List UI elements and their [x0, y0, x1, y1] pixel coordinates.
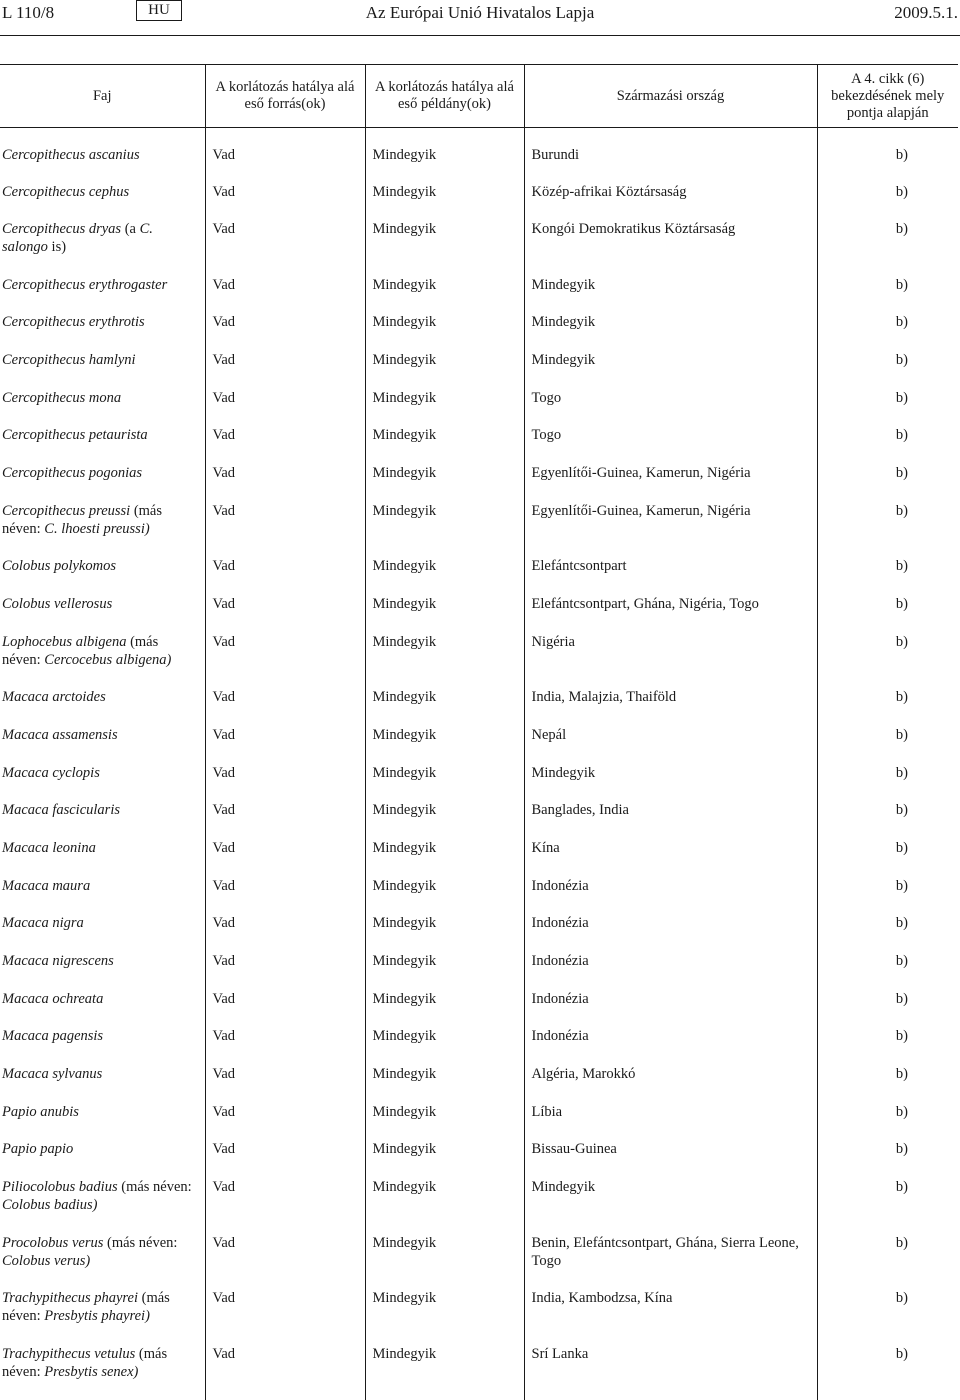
table-row	[0, 276, 958, 314]
country-of-origin: Mindegyik	[524, 1178, 817, 1234]
source-value: Vad	[205, 990, 365, 1028]
source-value: Vad	[205, 313, 365, 351]
column-header-species: Faj	[0, 65, 205, 128]
country-of-origin: Nigéria	[524, 633, 817, 689]
specimens-value: Mindegyik	[365, 877, 524, 915]
table-row	[0, 220, 958, 276]
table-row	[0, 1027, 958, 1065]
paragraph-reference: b)	[817, 557, 958, 595]
paragraph-reference: b)	[817, 276, 958, 314]
paragraph-reference: b)	[817, 990, 958, 1028]
country-of-origin: Burundi	[524, 128, 817, 183]
source-value: Vad	[205, 1289, 365, 1345]
species-name: Cercopithecus preussi (más néven: C. lhoesti preussi)	[0, 502, 205, 558]
source-value: Vad	[205, 389, 365, 427]
column-header-specimens: A korlátozás hatálya alá eső példány(ok)	[365, 65, 524, 128]
country-of-origin: Mindegyik	[524, 351, 817, 389]
species-name: Piliocolobus badius (más néven: Colobus badius)	[0, 1178, 205, 1234]
country-of-origin: Indonézia	[524, 952, 817, 990]
paragraph-reference: b)	[817, 1178, 958, 1234]
table-row	[0, 426, 958, 464]
paragraph-reference: b)	[817, 220, 958, 276]
species-name: Cercopithecus erythrotis	[0, 313, 205, 351]
paragraph-reference: b)	[817, 1140, 958, 1178]
paragraph-reference: b)	[817, 389, 958, 427]
species-name: Papio papio	[0, 1140, 205, 1178]
table-row	[0, 1178, 958, 1234]
country-of-origin: Srí Lanka	[524, 1345, 817, 1400]
table-row	[0, 764, 958, 802]
specimens-value: Mindegyik	[365, 557, 524, 595]
paragraph-reference: b)	[817, 464, 958, 502]
paragraph-reference: b)	[817, 726, 958, 764]
specimens-value: Mindegyik	[365, 1234, 524, 1290]
paragraph-reference: b)	[817, 426, 958, 464]
paragraph-reference: b)	[817, 351, 958, 389]
species-name: Colobus vellerosus	[0, 595, 205, 633]
table-row	[0, 726, 958, 764]
source-value: Vad	[205, 801, 365, 839]
table-row	[0, 1234, 958, 1290]
table-row	[0, 688, 958, 726]
specimens-value: Mindegyik	[365, 351, 524, 389]
species-name: Cercopithecus mona	[0, 389, 205, 427]
table-row	[0, 557, 958, 595]
country-of-origin: India, Kambodzsa, Kína	[524, 1289, 817, 1345]
species-name: Macaca sylvanus	[0, 1065, 205, 1103]
source-value: Vad	[205, 1345, 365, 1400]
country-of-origin: Elefántcsontpart, Ghána, Nigéria, Togo	[524, 595, 817, 633]
country-of-origin: Egyenlítői-Guinea, Kamerun, Nigéria	[524, 464, 817, 502]
species-name: Macaca maura	[0, 877, 205, 915]
paragraph-reference: b)	[817, 764, 958, 802]
table-row	[0, 313, 958, 351]
source-value: Vad	[205, 557, 365, 595]
paragraph-reference: b)	[817, 1065, 958, 1103]
specimens-value: Mindegyik	[365, 220, 524, 276]
source-value: Vad	[205, 877, 365, 915]
specimens-value: Mindegyik	[365, 990, 524, 1028]
country-of-origin: Nepál	[524, 726, 817, 764]
species-name: Macaca assamensis	[0, 726, 205, 764]
specimens-value: Mindegyik	[365, 276, 524, 314]
country-of-origin: Banglades, India	[524, 801, 817, 839]
table-row	[0, 952, 958, 990]
country-of-origin: Togo	[524, 389, 817, 427]
species-name: Cercopithecus erythrogaster	[0, 276, 205, 314]
paragraph-reference: b)	[817, 801, 958, 839]
country-of-origin: Egyenlítői-Guinea, Kamerun, Nigéria	[524, 502, 817, 558]
source-value: Vad	[205, 464, 365, 502]
table-row	[0, 1065, 958, 1103]
paragraph-reference: b)	[817, 1103, 958, 1141]
species-name: Macaca cyclopis	[0, 764, 205, 802]
specimens-value: Mindegyik	[365, 1065, 524, 1103]
source-value: Vad	[205, 633, 365, 689]
table-row	[0, 839, 958, 877]
country-of-origin: Indonézia	[524, 1027, 817, 1065]
species-name: Cercopithecus dryas (a C. salongo is)	[0, 220, 205, 276]
paragraph-reference: b)	[817, 633, 958, 689]
source-value: Vad	[205, 764, 365, 802]
source-value: Vad	[205, 128, 365, 183]
table-header	[0, 65, 958, 128]
species-name: Macaca nigra	[0, 914, 205, 952]
source-value: Vad	[205, 914, 365, 952]
specimens-value: Mindegyik	[365, 128, 524, 183]
publication-date: 2009.5.1.	[894, 3, 958, 23]
species-name: Cercopithecus ascanius	[0, 128, 205, 183]
species-name: Cercopithecus cephus	[0, 183, 205, 221]
page-header	[0, 0, 960, 36]
specimens-value: Mindegyik	[365, 1178, 524, 1234]
country-of-origin: Algéria, Marokkó	[524, 1065, 817, 1103]
source-value: Vad	[205, 1140, 365, 1178]
paragraph-reference: b)	[817, 128, 958, 183]
table-row	[0, 1345, 958, 1400]
country-of-origin: Benin, Elefántcsontpart, Ghána, Sierra Leone, Togo	[524, 1234, 817, 1290]
species-name: Macaca ochreata	[0, 990, 205, 1028]
paragraph-reference: b)	[817, 1027, 958, 1065]
country-of-origin: Togo	[524, 426, 817, 464]
specimens-value: Mindegyik	[365, 1103, 524, 1141]
journal-title: Az Európai Unió Hivatalos Lapja	[0, 3, 960, 23]
country-of-origin: Elefántcsontpart	[524, 557, 817, 595]
specimens-value: Mindegyik	[365, 1345, 524, 1400]
species-name: Macaca fascicularis	[0, 801, 205, 839]
species-name: Trachypithecus phayrei (más néven: Presbytis phayrei)	[0, 1289, 205, 1345]
source-value: Vad	[205, 1065, 365, 1103]
source-value: Vad	[205, 220, 365, 276]
specimens-value: Mindegyik	[365, 595, 524, 633]
source-value: Vad	[205, 1234, 365, 1290]
specimens-value: Mindegyik	[365, 426, 524, 464]
paragraph-reference: b)	[817, 914, 958, 952]
paragraph-reference: b)	[817, 183, 958, 221]
country-of-origin: Közép-afrikai Köztársaság	[524, 183, 817, 221]
specimens-value: Mindegyik	[365, 389, 524, 427]
page-reference: L 110/8	[2, 3, 54, 23]
table-row	[0, 464, 958, 502]
specimens-value: Mindegyik	[365, 914, 524, 952]
species-name: Macaca pagensis	[0, 1027, 205, 1065]
source-value: Vad	[205, 276, 365, 314]
source-value: Vad	[205, 595, 365, 633]
source-value: Vad	[205, 688, 365, 726]
source-value: Vad	[205, 1103, 365, 1141]
specimens-value: Mindegyik	[365, 1027, 524, 1065]
paragraph-reference: b)	[817, 1345, 958, 1400]
paragraph-reference: b)	[817, 502, 958, 558]
table-row	[0, 877, 958, 915]
specimens-value: Mindegyik	[365, 764, 524, 802]
country-of-origin: Líbia	[524, 1103, 817, 1141]
source-value: Vad	[205, 351, 365, 389]
species-table	[0, 64, 958, 1400]
species-name: Macaca leonina	[0, 839, 205, 877]
header-rule	[0, 35, 960, 36]
table-row	[0, 351, 958, 389]
paragraph-reference: b)	[817, 1289, 958, 1345]
species-name: Macaca arctoides	[0, 688, 205, 726]
source-value: Vad	[205, 502, 365, 558]
specimens-value: Mindegyik	[365, 726, 524, 764]
paragraph-reference: b)	[817, 313, 958, 351]
species-name: Macaca nigrescens	[0, 952, 205, 990]
table-row	[0, 1289, 958, 1345]
source-value: Vad	[205, 726, 365, 764]
paragraph-reference: b)	[817, 1234, 958, 1290]
specimens-value: Mindegyik	[365, 464, 524, 502]
source-value: Vad	[205, 426, 365, 464]
country-of-origin: Indonézia	[524, 877, 817, 915]
table-row	[0, 633, 958, 689]
species-name: Trachypithecus vetulus (más néven: Presbytis senex)	[0, 1345, 205, 1400]
specimens-value: Mindegyik	[365, 1140, 524, 1178]
country-of-origin: Indonézia	[524, 990, 817, 1028]
country-of-origin: Indonézia	[524, 914, 817, 952]
specimens-value: Mindegyik	[365, 183, 524, 221]
column-header-source: A korlátozás hatálya alá eső forrás(ok)	[205, 65, 365, 128]
source-value: Vad	[205, 839, 365, 877]
specimens-value: Mindegyik	[365, 313, 524, 351]
source-value: Vad	[205, 183, 365, 221]
specimens-value: Mindegyik	[365, 502, 524, 558]
table-row	[0, 502, 958, 558]
source-value: Vad	[205, 1027, 365, 1065]
table-row	[0, 595, 958, 633]
table-row	[0, 914, 958, 952]
country-of-origin: India, Malajzia, Thaiföld	[524, 688, 817, 726]
country-of-origin: Mindegyik	[524, 313, 817, 351]
table-row	[0, 1103, 958, 1141]
table-row	[0, 990, 958, 1028]
table-row	[0, 1140, 958, 1178]
species-name: Procolobus verus (más néven: Colobus verus)	[0, 1234, 205, 1290]
country-of-origin: Mindegyik	[524, 764, 817, 802]
column-header-paragraph: A 4. cikk (6) bekezdésének mely pontja alapján	[817, 65, 958, 128]
specimens-value: Mindegyik	[365, 633, 524, 689]
source-value: Vad	[205, 952, 365, 990]
species-name: Colobus polykomos	[0, 557, 205, 595]
paragraph-reference: b)	[817, 839, 958, 877]
table-row	[0, 183, 958, 221]
table-row	[0, 128, 958, 183]
specimens-value: Mindegyik	[365, 952, 524, 990]
specimens-value: Mindegyik	[365, 839, 524, 877]
species-name: Papio anubis	[0, 1103, 205, 1141]
table-body	[0, 128, 958, 1400]
species-name: Cercopithecus hamlyni	[0, 351, 205, 389]
species-name: Lophocebus albigena (más néven: Cercocebus albigena)	[0, 633, 205, 689]
species-name: Cercopithecus pogonias	[0, 464, 205, 502]
table-row	[0, 389, 958, 427]
country-of-origin: Kína	[524, 839, 817, 877]
source-value: Vad	[205, 1178, 365, 1234]
paragraph-reference: b)	[817, 688, 958, 726]
specimens-value: Mindegyik	[365, 801, 524, 839]
specimens-value: Mindegyik	[365, 688, 524, 726]
language-badge: HU	[136, 0, 182, 21]
paragraph-reference: b)	[817, 877, 958, 915]
species-name: Cercopithecus petaurista	[0, 426, 205, 464]
country-of-origin: Mindegyik	[524, 276, 817, 314]
country-of-origin: Bissau-Guinea	[524, 1140, 817, 1178]
paragraph-reference: b)	[817, 595, 958, 633]
specimens-value: Mindegyik	[365, 1289, 524, 1345]
column-header-country: Származási ország	[524, 65, 817, 128]
table-row	[0, 801, 958, 839]
paragraph-reference: b)	[817, 952, 958, 990]
country-of-origin: Kongói Demokratikus Köztársaság	[524, 220, 817, 276]
